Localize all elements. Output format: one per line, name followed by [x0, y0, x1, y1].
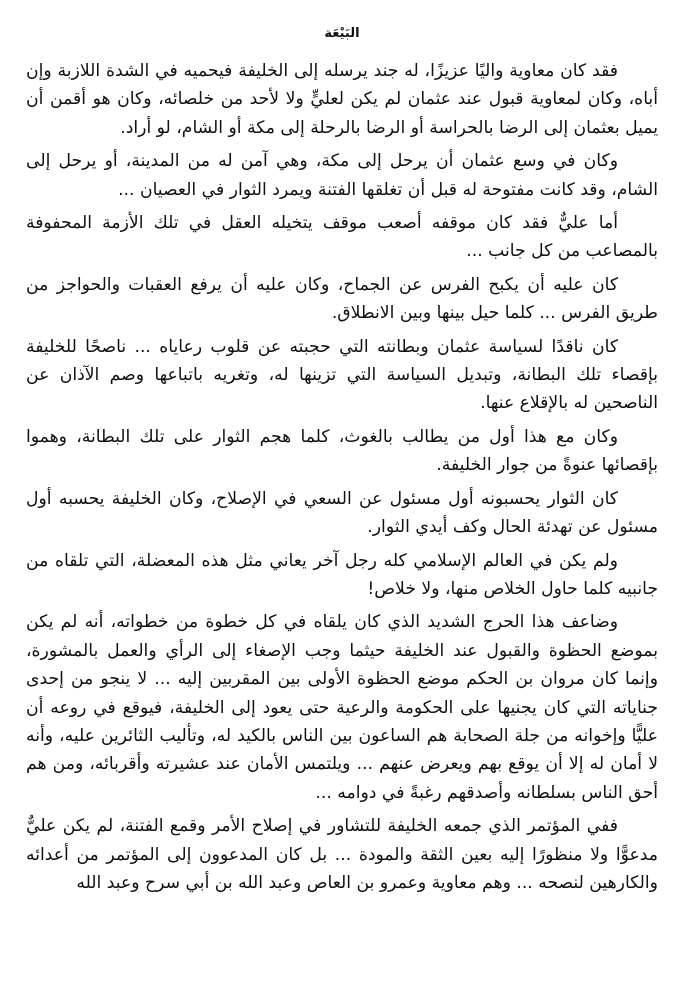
paragraph: وكان مع هذا أول من يطالب بالغوث، كلما هجم الثوار على تلك البطانة، وهموا بإقصائها عنوةً من جوار الخليفة.	[26, 426, 658, 476]
paragraph: ولم يكن في العالم الإسلامي كله رجل آخر يعاني مثل هذه المعضلة، التي تلقاه من جانبيه كلما حاول الخلاص منها، ولا خلاص!	[26, 550, 658, 599]
paragraph: كان الثوار يحسبونه أول مسئول عن السعي في الإصلاح، وكان الخليفة يحسبه أول مسئول عن تهدئة الحال وكف أيدي الثوار.	[26, 488, 658, 538]
body-text	[26, 57, 658, 897]
paragraph: كان ناقدًا لسياسة عثمان وبطانته التي حجبته عن قلوب رعاياه ... ناصحًا للخليفة بإقصاء تلك البطانة، وتبديل السياسة التي تزينها له، وتغريه باتباعها وصم الآذان عن الناصحين له بالإقلاع عنها.	[26, 336, 658, 414]
paragraph: كان عليه أن يكبح الفرس عن الجماح، وكان عليه أن يرفع العقبات والحواجز من طريق الفرس ... كلما حيل بينها وبين الانطلاق.	[26, 274, 658, 324]
paragraph: وضاعف هذا الحرج الشديد الذي كان يلقاه في كل خطوة من خطواته، أنه لم يكن بموضع الحظوة والقبول عند الخليفة حيثما وجب الإصغاء إلى الرأي والعمل بالمشورة، وإنما كان مروان بن الحكم موضع الحظوة الأولى بين المقربين إليه ... لا ينجو من إحدى جناياته التي كان يجنيها على الحكومة والرعية حتى يعود إلى الخليفة، فيوقع في روعه أن عليًّا وإخوانه من جلة الصحابة هم الساعون بين الناس بالكيد له، وتأليب الثائرين عليه، وأنه لا أمان له إلا أن يوقع بهم ويعرض عنهم ... ويلتمس الأمان عند عشيرته وأقربائه، ومن هم أحق الناس بسلطانه وأصدقهم رغبةً في دوامه ...	[26, 612, 658, 803]
paragraph: أما عليٌّ فقد كان موقفه أصعب موقف يتخيله العقل في تلك الأزمة المحفوفة بالمصاعب من كل جانب ...	[26, 213, 658, 262]
paragraph: وكان في وسع عثمان أن يرحل إلى مكة، وهي آمن له من المدينة، أو يرحل إلى الشام، وقد كانت مفتوحة له قبل أن تغلقها الفتنة ويمرد الثوار في العصيان ...	[26, 151, 658, 200]
running-head: البَيْعَة	[324, 26, 360, 41]
paragraph: ففي المؤتمر الذي جمعه الخليفة للتشاور في إصلاح الأمر وقمع الفتنة، لم يكن عليٌّ مدعوًّا ولا منظورًا إليه بعين الثقة والمودة ... بل كان المدعوون إلى المؤتمر من أعدائه والكارهين لنصحه ... وهم معاوية وعمرو بن العاص وعبد الله بن أبي سرح وعبد الله	[26, 816, 658, 893]
paragraph: فقد كان معاوية واليًا عزيزًا، له جند يرسله إلى الخليفة فيحميه في الشدة اللازبة وإن أباه، وكان لمعاوية قبول عند عثمان لم يكن لعليٍّ ولا لأحد من خلصائه، وكان هو أقمن أن يميل بعثمان إلى الرضا بالحراسة أو الرضا بالرحلة إلى مكة أو الشام، لو أراد.	[26, 61, 658, 138]
